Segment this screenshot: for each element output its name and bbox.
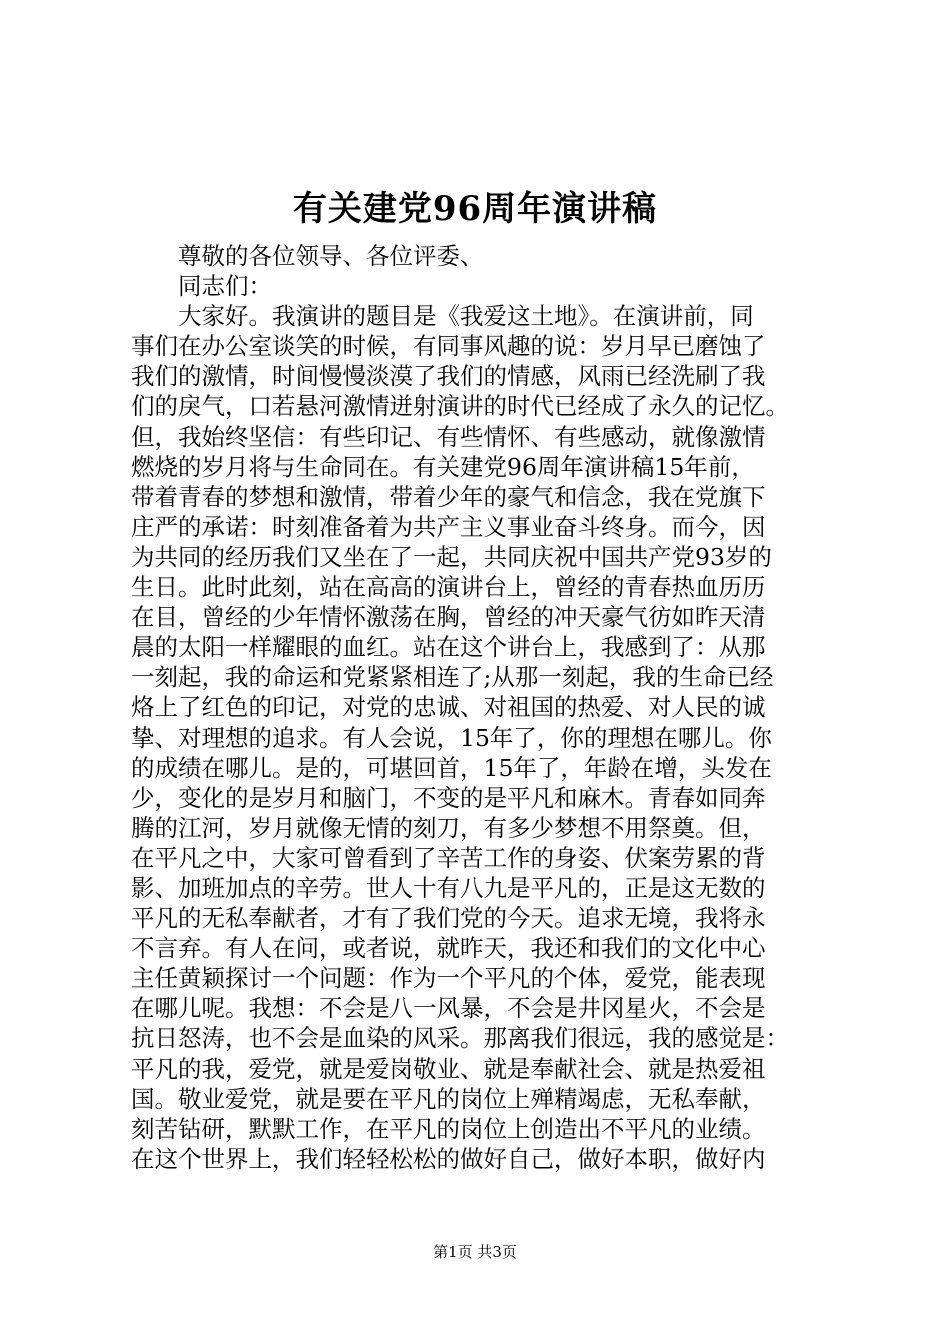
text-line: 为共同的经历我们又坐在了一起，共同庆祝中国共产党93岁的 — [131, 542, 772, 571]
text-line: 少，变化的是岁月和脑门，不变的是平凡和麻木。青春如同奔 — [131, 783, 766, 812]
text-line: 在这个世界上，我们轻轻松松的做好自己，做好本职，做好内 — [131, 1144, 766, 1173]
text-line: 生日。此时此刻，站在高高的演讲台上，曾经的青春热血历历 — [131, 573, 766, 602]
text-line: 燃烧的岁月将与生命同在。有关建党96周年演讲稿15年前， — [131, 452, 755, 481]
text-line: 平凡的无私奉献者，才有了我们党的今天。追求无境，我将永 — [131, 904, 766, 933]
text-line: 抗日怒涛，也不会是血染的风采。那离我们很远，我的感觉是： — [131, 1024, 789, 1053]
text-line: 一刻起，我的命运和党紧紧相连了;从那一刻起，我的生命已经 — [131, 663, 774, 692]
text-line: 但，我始终坚信：有些印记、有些情怀、有些感动，就像激情 — [131, 422, 766, 451]
text-line: 刻苦钻研，默默工作，在平凡的岗位上创造出不平凡的业绩。 — [131, 1114, 766, 1143]
text-line: 在目，曾经的少年情怀激荡在胸，曾经的冲天豪气彷如昨天清 — [131, 603, 766, 632]
text-line: 带着青春的梦想和激情，带着少年的豪气和信念，我在党旗下 — [131, 482, 766, 511]
text-line: 同志们： — [178, 272, 272, 301]
text-line: 晨的太阳一样耀眼的血红。站在这个讲台上，我感到了：从那 — [131, 633, 766, 662]
text-line: 不言弃。有人在问，或者说，就昨天，我还和我们的文化中心 — [131, 934, 766, 963]
text-line: 庄严的承诺：时刻准备着为共产主义事业奋斗终身。而今，因 — [131, 512, 766, 541]
text-line: 事们在办公室谈笑的时候，有同事风趣的说：岁月早已磨蚀了 — [131, 332, 766, 361]
text-line: 大家好。我演讲的题目是《我爱这土地》。在演讲前，同 — [178, 302, 754, 331]
text-line: 的成绩在哪儿。是的，可堪回首，15年了，年龄在增，头发在 — [131, 753, 772, 782]
text-line: 挚、对理想的追求。有人会说，15年了，你的理想在哪儿。你 — [131, 723, 772, 752]
page-title: 有关建党96周年演讲稿 — [292, 189, 658, 229]
text-line: 尊敬的各位领导、各位评委、 — [178, 242, 484, 270]
text-line: 在平凡之中，大家可曾看到了辛苦工作的身姿、伏案劳累的背 — [131, 843, 766, 872]
text-line: 主任黄颖探讨一个问题：作为一个平凡的个体，爱党，能表现 — [131, 964, 766, 993]
text-line: 在哪儿呢。我想：不会是八一风暴，不会是井冈星火，不会是 — [131, 994, 766, 1023]
text-line: 国。敬业爱党，就是要在平凡的岗位上殚精竭虑，无私奉献， — [131, 1084, 766, 1113]
text-line: 腾的江河，岁月就像无情的刻刀，有多少梦想不用祭奠。但， — [131, 813, 766, 842]
page-number: 第1页 共3页 — [433, 1243, 517, 1261]
text-line: 我们的激情，时间慢慢淡漠了我们的情感，风雨已经洗刷了我 — [131, 362, 766, 391]
speech-body — [131, 241, 831, 1174]
text-line: 们的戾气，口若悬河激情迸射演讲的时代已经成了永久的记忆。 — [131, 392, 789, 421]
text-line: 平凡的我，爱党，就是爱岗敬业、就是奉献社会、就是热爱祖 — [131, 1054, 766, 1083]
text-line: 烙上了红色的印记，对党的忠诚、对祖国的热爱、对人民的诚 — [131, 693, 766, 722]
text-line: 影、加班加点的辛劳。世人十有八九是平凡的，正是这无数的 — [131, 873, 766, 902]
